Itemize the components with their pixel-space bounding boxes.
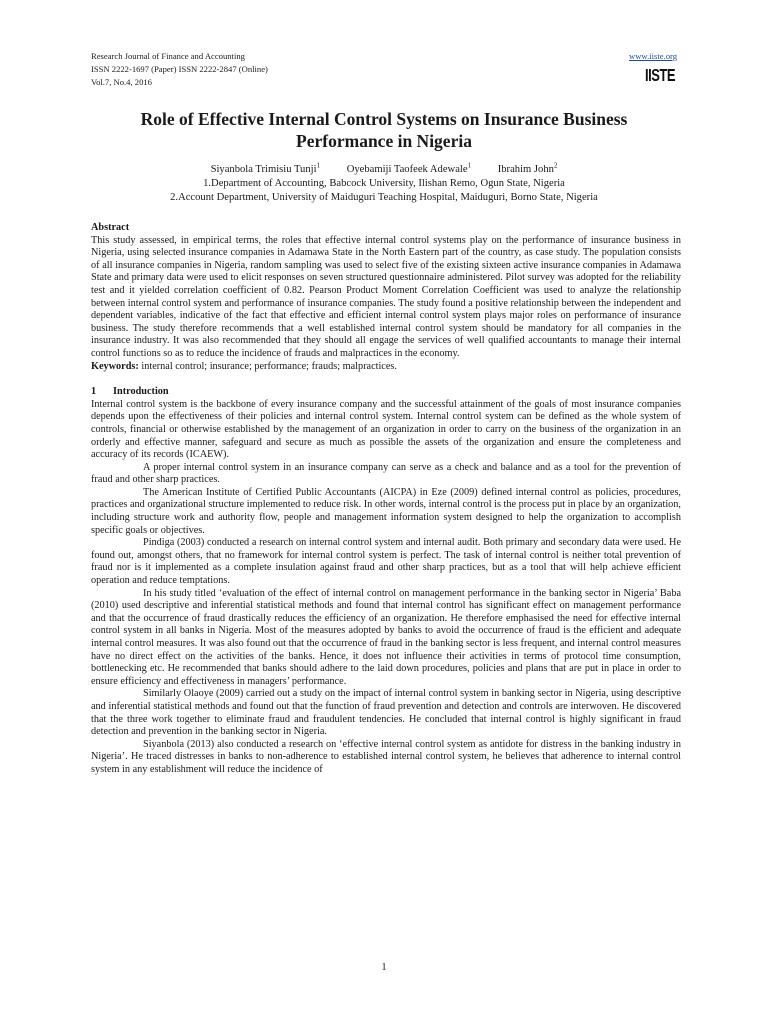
section-title: Introduction [113,386,169,398]
body-paragraph: A proper internal control system in an insurance company can serve as a check and balance and as a tool for the prevention of fraud and other sharp practices. [91,461,681,486]
paper-body [91,222,681,777]
author-list [60,163,708,177]
author-affiliation-mark: 2 [553,161,558,170]
author-name: Ibrahim John [497,164,554,175]
keywords-text: internal control; insurance; performance; frauds; malpractices. [138,360,397,372]
abstract-heading: Abstract [91,222,130,233]
affiliation-2: 2.Account Department, University of Maiduguri Teaching Hospital, Maiduguri, Borno State, Nigeria [170,192,598,203]
journal-volume: Vol.7, No.4, 2016 [91,77,152,87]
title-line-1: Role of Effective Internal Control Systems on Insurance Business [140,109,628,129]
keywords-line [91,361,681,374]
body-paragraph: Siyanbola (2013) also conducted a research on ‘effective internal control system as antidote for distress in the banking industry in Nigeria’. He traced distresses in banks to non-adherence to established internal control system, he believes that adherence to internal control system in any establishment will reduce the incidence of [91,738,681,775]
body-paragraph: Similarly Olaoye (2009) carried out a study on the impact of internal control system in banking sector in Nigeria, using descriptive and inferential statistical methods and found out that the function of fraud prevention and detection and controls are interwoven. He discovered that the three work together to eliminate fraud and fraudulent tendencies. He concluded that internal control is highly significant in fraud detection and prevention in the banking sector in Nigeria. [91,688,681,738]
iiste-logo: IISTE [644,64,675,85]
author-name: Siyanbola Trimisiu Tunji [210,164,317,175]
author-affiliation-mark: 1 [467,161,472,170]
journal-name: Research Journal of Finance and Accounting [91,51,245,61]
author-block [60,163,708,205]
affiliation-1: 1.Department of Accounting, Babcock University, Ilishan Remo, Ogun State, Nigeria [203,178,565,189]
body-paragraph: Internal control system is the backbone of every insurance company and the successful attainment of the goals of most insurance companies depends upon the effectiveness of their policies and internal control system. Internal control system can be defined as the whole system of controls, financial or otherwise established by the management of an organization in order to carry on the business of the organization in an orderly and effective manner, safeguard and secure as much as possible the assets of the organization and ensure the completeness and accuracy of its records (ICAEW). [91,398,681,461]
body-paragraph: Pindiga (2003) conducted a research on internal control system and internal audit. Both primary and secondary data were used. He found out, amongst others, that no framework for internal control system is perfect. The task of internal control is neither total prevention of fraud nor is it implemented as a complete insulation against fraud and other sharp practices, but as a tool that will help achieve efficient operation and reduce temptations. [91,537,681,587]
section-number: 1 [91,386,97,398]
title-line-2: Performance in Nigeria [296,131,472,151]
author-name: Oyebamiji Taofeek Adewale [346,164,468,175]
journal-info [91,50,268,89]
abstract-text: This study assessed, in empirical terms, the roles that effective internal control systems play on the performance of insurance business in Nigeria, using selected insurance companies in Adamawa State in the North Eastern part of the country, as case study. The population consists of all insurance companies in Nigeria, random sampling was used to select five of the existing sixteen active insurance companies in Adamawa State and primary data were used to elicit responses on seven structured questionnaire administered. Pilot survey was adopted for the reliability test and it yielded correlation coefficient of 0.82. Pearson Product Moment Correlation Coefficient was used to analyze the relationship between internal control system and performance of insurance companies. The study found a positive relationship between the independent and dependent variables, indicative of the fact that effective and efficient internal control system plays major roles on performance of insurance business. The study therefore recommends that a well established internal control system should be mandatory for all companies in the insurance industry. It was also recommended that they should all engage the services of well qualified accountants to manage their internal control functions so as to reduce the incidence of frauds and malpractices in the economy. [91,234,681,359]
body-paragraph: In his study titled ‘evaluation of the effect of internal control on management performance in the banking sector in Nigeria’ Baba (2010) used descriptive and inferential statistical methods and found that internal control has significant effect on management performance and that the occurrence of fraud drastically reduces the efficiency of an organization. He therefore emphasised the need for effective internal control system in all banks in Nigeria. Most of the measures adopted by banks to avoid the occurrence of fraud is the efficient and adequate internal control measures. It was also found out that the occurrence of fraud in the banking sector is less frequent, and internal control measures have no direct effect on the activities of the banks. Hence, it does not influence their activities in terms of protocol time consumption, bottlenecking etc. He recommended that banks should adhere to the laid down procedures, policies and plans that are put in place in order to ensure efficiency and effectiveness in managers’ performance. [91,587,681,687]
author-affiliation-mark: 1 [316,161,321,170]
journal-header [91,50,681,96]
section-heading [91,386,681,399]
page-number: 1 [381,962,387,973]
journal-issn: ISSN 2222-1697 (Paper) ISSN 2222-2847 (Online) [91,64,268,74]
keywords-label: Keywords: [91,360,139,372]
journal-url-link[interactable]: www.iiste.org [629,51,677,61]
body-paragraph: The American Institute of Certified Public Accountants (AICPA) in Eze (2009) defined internal control as policies, procedures, practices and organizational structure implemented to reduce risk. In other words, internal control is the process put in place by an organization, including structure work and authority flow, people and management information system designed to help the organization to accomplish specific goals or objectives. [91,486,681,536]
paper-title [60,108,708,152]
